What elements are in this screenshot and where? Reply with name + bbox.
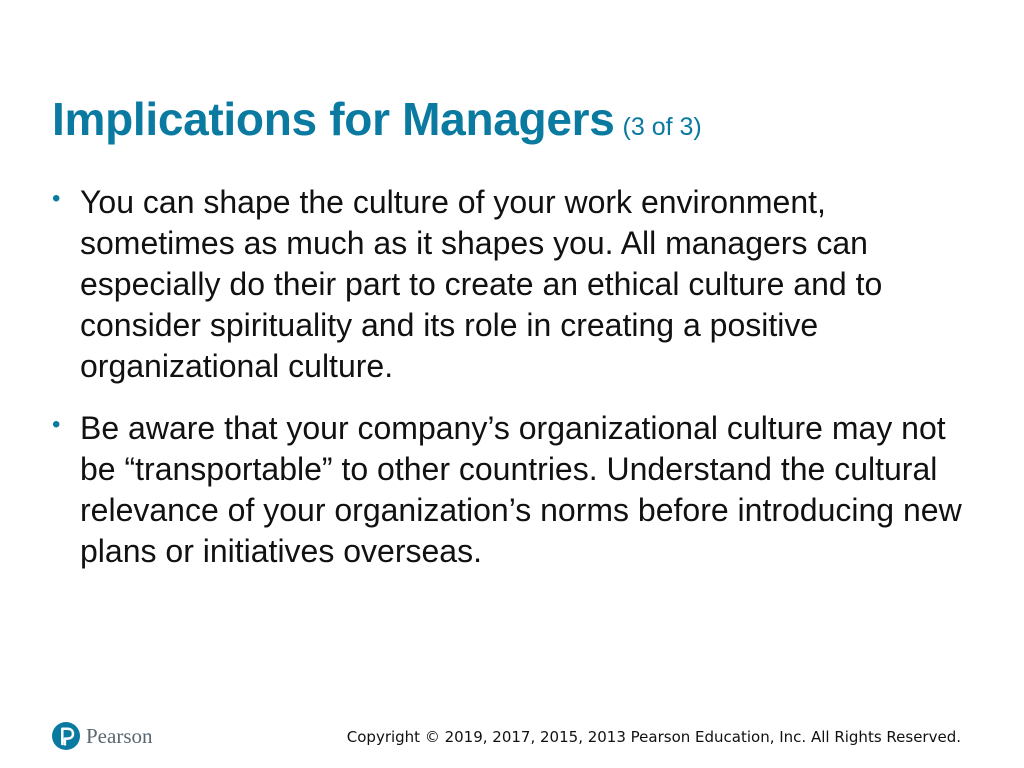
title-part-indicator: (3 of 3): [622, 113, 702, 141]
bullet-marker: •: [52, 185, 61, 212]
bullet-item: [52, 408, 972, 572]
copyright-notice: Copyright © 2019, 2017, 2015, 2013 Pearson Education, Inc. All Rights Reserved.: [346, 728, 961, 746]
bullet-item: [52, 182, 972, 387]
bullet-list: [52, 182, 972, 593]
pearson-wordmark: Pearson: [86, 724, 153, 748]
pearson-logo-icon: [52, 722, 80, 750]
pearson-logo: [52, 722, 153, 750]
bullet-text: Be aware that your company’s organizational culture may not be “transportable” to other countries. Understand the cultural relevance of your organization’s norms before introducing new plans or initiatives overseas.: [80, 410, 962, 569]
bullet-text: You can shape the culture of your work environment, sometimes as much as it shapes you. All managers can especially do their part to create an ethical culture and to consider spirituality and its role in creating a positive organizational culture.: [80, 184, 883, 384]
slide-title: [52, 92, 702, 146]
title-text: Implications for Managers: [52, 93, 615, 145]
bullet-marker: •: [52, 411, 61, 438]
